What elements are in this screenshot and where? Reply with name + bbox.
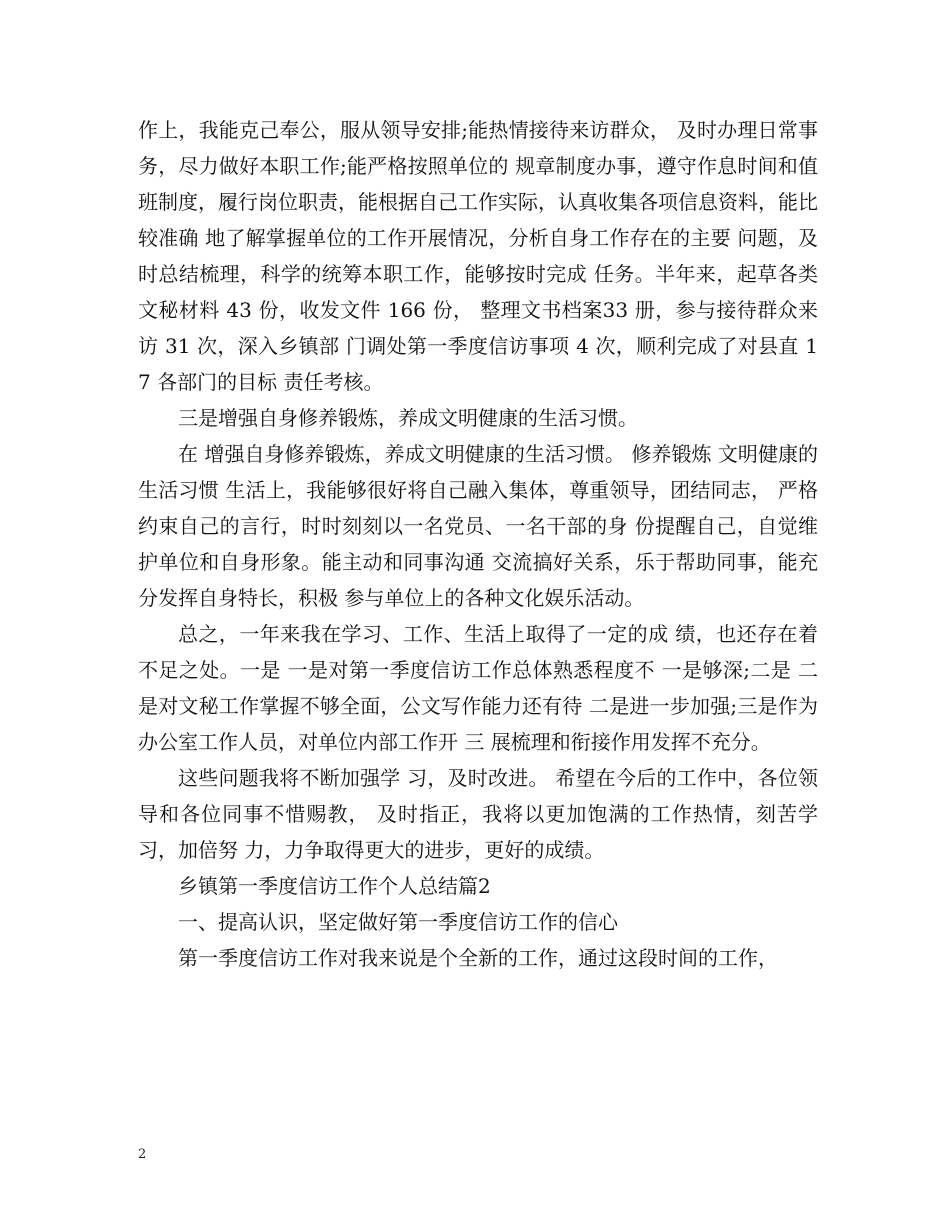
paragraph-work-duties: 作上，我能克己奉公，服从领导安排;能热情接待来访群众， 及时办理日常事务，尽力做好本职工作;能严格按照单位的 规章制度办事，遵守作息时间和值班制度，履行岗位职责，能根据自己工作实际，认真收集各项信息资料，能比较准确 地了解掌握单位的工作开展情况，分析自身工作存在的主要 问题，及时总结梳理，科学的统筹本职工作，能够按时完成 任务。半年来，起草各类文秘材料 43 份，收发文件 166 份， 整理文书档案33 册，参与接待群众来访 31 次，深入乡镇部 门调处第一季度信访事项 4 次，顺利完成了对县直 17 各部门的目标 责任考核。 — [138, 118, 818, 394]
section-heading-raise-awareness: 一、提高认识，坚定做好第一季度信访工作的信心 — [178, 910, 618, 934]
section-title-part-2: 乡镇第一季度信访工作个人总结篇2 — [178, 874, 491, 898]
paragraph-summary-shortcomings: 总之，一年来我在学习、工作、生活上取得了一定的成 绩，也还存在着不足之处。一是 一是对第一季度信访工作总体熟悉程度不 一是够深;二是 二是对文秘工作掌握不够全面，公文写作能力还有待 二是进一步加强;三是作为办公室工作人员，对单位内部工作开 三 展梳理和衔接作用发挥不充分。 — [138, 622, 818, 754]
paragraph-improvement: 这些问题我将不断加强学 习，及时改进。 希望在今后的工作中，各位领导和各位同事不惜赐教， 及时指正，我将以更加饱满的工作热情，刻苦学习，加倍努 力，力争取得更大的进步，更好的成绩。 — [138, 766, 818, 862]
paragraph-new-work: 第一季度信访工作对我来说是个全新的工作，通过这段时间的工作， — [178, 946, 778, 970]
page-number: 2 — [138, 1147, 147, 1162]
paragraph-self-cultivation: 在 增强自身修养锻炼，养成文明健康的生活习惯。 修养锻炼 文明健康的生活习惯 生活上，我能够很好将自己融入集体，尊重领导，团结同志， 严格约束自己的言行，时时刻刻以一名党员、一名干部的身 份提醒自己，自觉维护单位和自身形象。能主动和同事沟通 交流搞好关系，乐于帮助同事，能充分发挥自身特长，积极 参与单位上的各种文化娱乐活动。 — [138, 442, 818, 610]
document-body — [138, 112, 818, 976]
paragraph-heading-self-cultivation: 三是增强自身修养锻炼，养成文明健康的生活习惯。 — [178, 406, 638, 430]
